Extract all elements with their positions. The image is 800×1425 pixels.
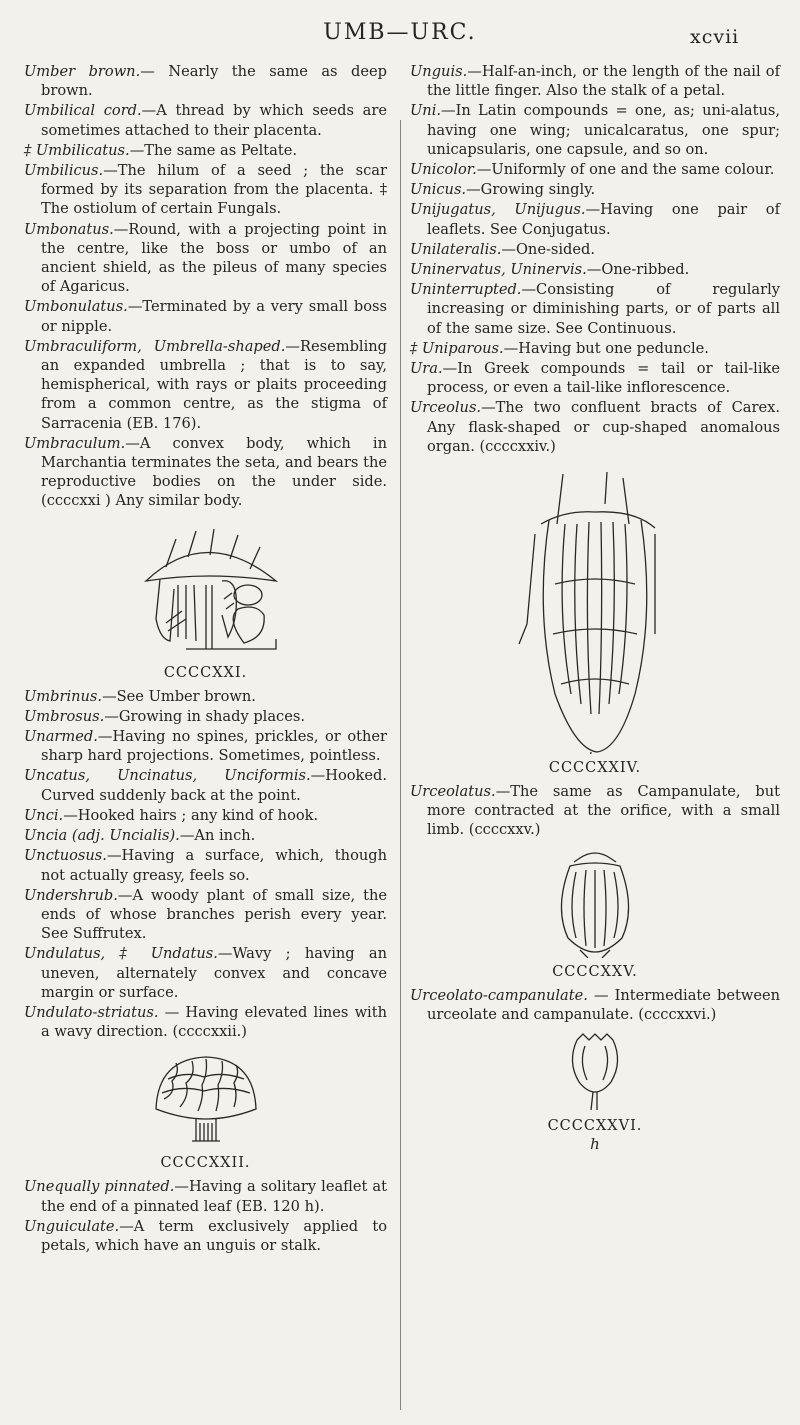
figure-caption: CCCCXXI. — [163, 664, 248, 681]
urceolate-corolla-illustration — [540, 848, 650, 958]
entry-unarmed: Unarmed.—Having no spines, prickles, or other sharp hard projections. Sometimes, pointless. — [24, 728, 387, 765]
urceolato-campanulate-flower-illustration — [555, 1032, 635, 1112]
signature-mark: h — [590, 1135, 600, 1154]
running-head: UMB—URC. — [323, 20, 477, 45]
entry-umbilicatus: ‡ Umbilicatus.—The same as Peltate. — [24, 141, 297, 159]
entry-undulatus: Undulatus, ‡ Undatus.—Wavy ; having an uneven, alternately convex and concave margin or surface. — [24, 945, 387, 1001]
figure-caption: CCCCXXII. — [160, 1155, 251, 1172]
entry-undershrub: Undershrub.—A woody plant of small size, the ends of whose branches perish every year. See Suffrutex. — [24, 886, 387, 943]
entry-uncatus: Uncatus, Uncinatus, Unciformis.—Hooked. Curved suddenly back at the point. — [24, 767, 387, 804]
entry-urceolus: Urceolus.—The two confluent bracts of Carex. Any flask-shaped or cup-shaped anomalous organ. (ccccxxiv.) — [410, 399, 780, 455]
marchantia-umbraculum-illustration — [126, 519, 286, 659]
entry-unci: Unci.—Hooked hairs ; any kind of hook. — [24, 806, 319, 824]
page-number: xcvii — [690, 26, 740, 48]
entry-uninervatus: Uninervatus, Uninervis.—One-ribbed. — [410, 261, 690, 279]
entry-umbrinus: Umbrinus.—See Umber brown. — [24, 687, 256, 705]
column-rule — [400, 120, 401, 1410]
entry-umbilical-cord: Umbilical cord.—A thread by which seeds are sometimes attached to their placenta. — [24, 102, 387, 139]
left-column — [24, 62, 387, 1256]
figure-caption: CCCCXXVI. — [547, 1118, 643, 1135]
entry-uninterrupted: Uninterrupted.—Consisting of regularly increasing or diminishing parts, or of parts all of the same size. See Continuous. — [410, 281, 780, 337]
entry-umber-brown: Umber brown.— Nearly the same as deep brown. — [24, 63, 388, 100]
entry-unguiculate: Unguiculate.—A term exclusively applied to petals, which have an unguis or stalk. — [24, 1217, 387, 1254]
figure-ccccxxv — [410, 848, 780, 980]
entry-umbraculiform: Umbraculiform, Umbrella-shaped.—Resembling an expanded umbrella ; that is to say, hemispherical, with rays or plaits proceeding from a common centre, as the stigma of Sarracenia (EB. 176). — [24, 337, 387, 432]
entry-unicus: Unicus.—Growing singly. — [410, 181, 596, 199]
entry-unijugatus: Unijugatus, Unijugus.—Having one pair of leaflets. See Conjugatus. — [410, 201, 780, 238]
entry-urceolato-campanulate: Urceolato-campanulate. — Intermediate between urceolate and campanulate. (ccccxxvi.) — [410, 986, 780, 1023]
entry-uncia: Uncia (adj. Uncialis).—An inch. — [24, 827, 256, 845]
figure-ccccxxii — [24, 1049, 387, 1171]
figure-ccccxxi — [24, 519, 387, 681]
entry-unctuosus: Unctuosus.—Having a surface, which, though not actually greasy, feels so. — [24, 847, 387, 884]
entry-uni: Uni.—In Latin compounds = one, as; uni-alatus, having one wing; unicalcaratus, one spur; unicapsularis, one capsule, and so on. — [410, 102, 780, 158]
entry-urceolatus: Urceolatus.—The same as Campanulate, but more contracted at the orifice, with a small limb. (ccccxxv.) — [410, 783, 780, 839]
right-column — [410, 62, 780, 1159]
undulato-striate-cap-illustration — [146, 1049, 266, 1149]
entry-unguis: Unguis.—Half-an-inch, or the length of the nail of the little finger. Also the stalk of a petal. — [410, 63, 780, 100]
entry-ura: Ura.—In Greek compounds = tail or tail-like process, or even a tail-like inflorescence. — [410, 360, 780, 397]
entry-undulato-striatus: Undulato-striatus. — Having elevated lines with a wavy direction. (ccccxxii.) — [24, 1003, 387, 1041]
entry-uniparous: ‡ Uniparous.—Having but one peduncle. — [410, 339, 709, 357]
entry-unilateralis: Unilateralis.—One-sided. — [410, 240, 596, 258]
carex-urceolus-illustration — [505, 464, 685, 754]
entry-unicolor: Unicolor.—Uniformly of one and the same colour. — [410, 161, 775, 179]
entry-umbilicus: Umbilicus.—The hilum of a seed ; the scar formed by its separation from the placenta. ‡ The ostiolum of certain Fungals. — [24, 162, 387, 218]
entry-unequally-pinnated: Unequally pinnated.—Having a solitary leaflet at the end of a pinnated leaf (EB. 120 h). — [24, 1178, 387, 1215]
entry-umbonatus: Umbonatus.—Round, with a projecting point in the centre, like the boss or umbo of an ancient shield, as the pileus of many species of Agaricus. — [24, 220, 387, 296]
entry-umbraculum: Umbraculum.—A convex body, which in Marchantia terminates the seta, and bears the reproductive bodies on the under side. (ccccxxi ) Any similar body. — [24, 434, 387, 510]
figure-caption: CCCCXXIV. — [548, 760, 642, 777]
entry-umbonulatus: Umbonulatus.—Terminated by a very small boss or nipple. — [24, 298, 387, 335]
figure-caption: CCCCXXV. — [552, 963, 638, 980]
figure-ccccxxiv — [410, 464, 780, 776]
figure-ccccxxvi — [410, 1032, 780, 1153]
entry-umbrosus: Umbrosus.—Growing in shady places. — [24, 707, 305, 725]
